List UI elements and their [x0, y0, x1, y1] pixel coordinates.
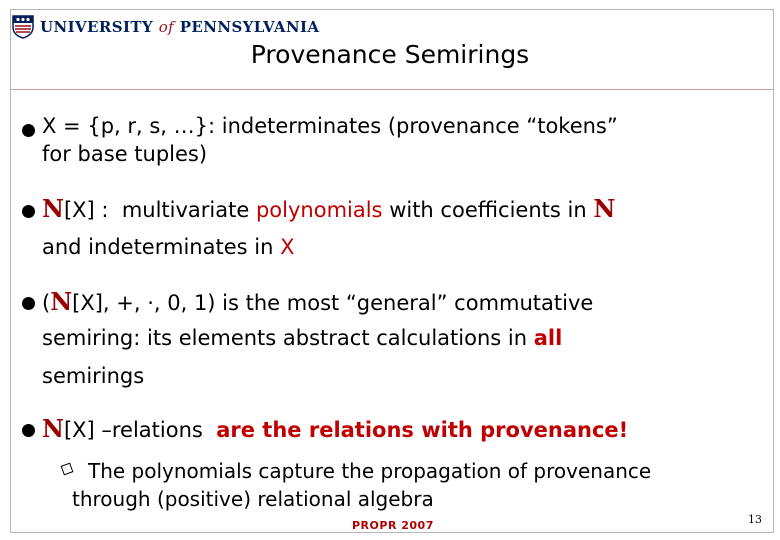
naturals-symbol-3: N [50, 287, 73, 316]
university-header [12, 12, 319, 42]
bullet-1-line-1: X = {p, r, s, …}: indeterminates (provenance “tokens” [42, 114, 618, 138]
bullet-1-dot [22, 124, 35, 137]
univ-word-university: UNIVERSITY [40, 18, 154, 36]
naturals-symbol: N [42, 194, 64, 223]
bullet-4-line-1 [42, 414, 628, 443]
bullet-3-prefix: ( [42, 291, 51, 315]
naturals-symbol-4: N [42, 414, 64, 443]
sub-bullet-line-2: through (positive) relational algebra [72, 487, 434, 511]
bullet-4-text-a: [X] –relations [63, 418, 203, 442]
univ-word-pennsylvania: PENNSYLVANIA [179, 18, 320, 36]
bullet-3-line-2 [42, 326, 562, 350]
university-wordmark [40, 18, 319, 36]
bullet-2-polynomials: polynomials [255, 198, 383, 222]
bullet-3-line-3: semirings [42, 364, 145, 388]
sub-bullet-line-1: The polynomials capture the propagation of provenance [88, 459, 652, 483]
bullet-2-line-2 [42, 235, 294, 259]
bullet-3-line-1 [42, 287, 593, 316]
bullet-3-all: all [533, 326, 563, 350]
naturals-symbol-2: N [593, 194, 616, 223]
bullet-3-text-a: [X], +, ·, 0, 1) is the most “general” commutative [72, 291, 594, 315]
bullet-2-x: X [280, 235, 295, 259]
bullet-2-dot [22, 205, 35, 218]
penn-shield-icon [12, 15, 34, 39]
bullet-3-line-2-text: semiring: its elements abstract calculations in [42, 326, 534, 350]
bullet-1-line-2: for base tuples) [42, 142, 208, 166]
footer-conference: PROPR 2007 [352, 519, 434, 532]
slide-title: Provenance Semirings [250, 40, 530, 69]
bullet-3-dot [22, 297, 35, 310]
bullet-2-line-2-text: and indeterminates in [42, 235, 281, 259]
bullet-4-dot [22, 424, 35, 437]
univ-word-of: of [158, 18, 175, 36]
bullet-2-line-1 [42, 194, 615, 223]
bullet-2-nx: [X] : [63, 198, 109, 222]
slide-frame [10, 9, 774, 533]
bullet-2-text-b: with coefficients in [382, 198, 594, 222]
bullet-4-highlight: are the relations with provenance! [216, 418, 629, 442]
bullet-2-text-a: multivariate [121, 198, 256, 222]
page-number: 13 [748, 513, 762, 526]
title-divider [11, 89, 773, 90]
